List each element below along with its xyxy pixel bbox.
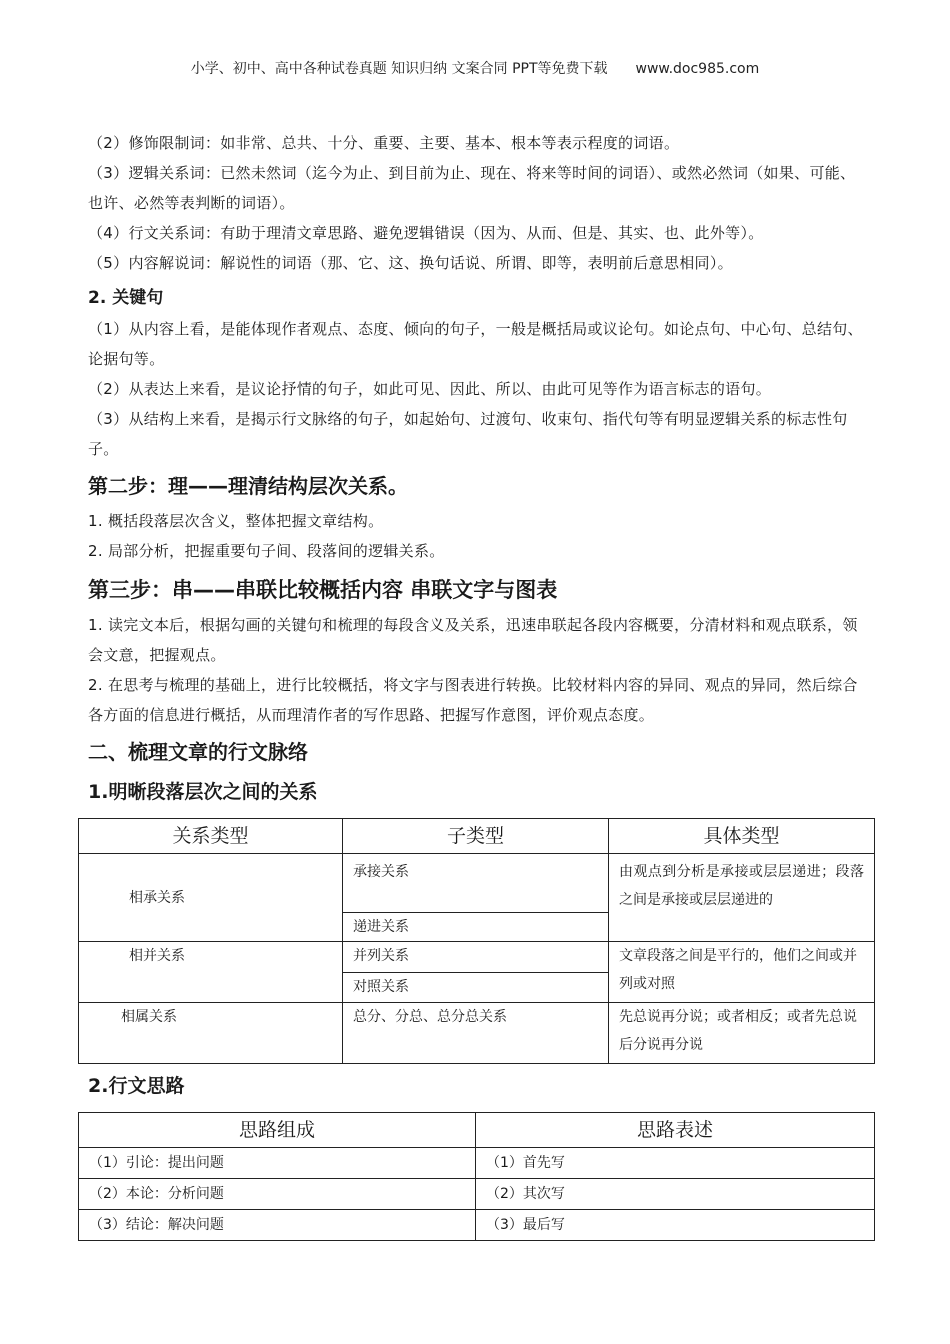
table-cell: 递进关系 bbox=[343, 913, 609, 942]
paragraph: （3）从结构上来看，是揭示行文脉络的句子，如起始句、过渡句、收束句、指代句等有明显逻辑关系的标志性句子。 bbox=[88, 410, 848, 458]
table-cell: 文章段落之间是平行的，他们之间或并列或对照 bbox=[609, 942, 875, 1003]
table-cell: （3）最后写 bbox=[476, 1210, 875, 1241]
list-item: 1. 读完文本后，根据勾画的关键句和梳理的每段含义及关系，迅速串联起各段内容概要，分清材料和观点联系，领会文意，把握观点。 bbox=[88, 616, 858, 664]
table-cell: 承接关系 bbox=[343, 854, 609, 913]
table-cell: （1）引论：提出问题 bbox=[79, 1148, 476, 1179]
section-heading: 2. 关键句 bbox=[88, 288, 164, 308]
header-text: 小学、初中、高中各种试卷真题 知识归纳 文案合同 PPT等免费下载 bbox=[190, 61, 608, 77]
table-cell: 相承关系 bbox=[79, 854, 343, 942]
table-cell: 并列关系 bbox=[343, 942, 609, 973]
step-heading: 第三步：串——串联比较概括内容 串联文字与图表 bbox=[88, 578, 558, 602]
paragraph: （2）从表达上来看，是议论抒情的句子，如此可见、因此、所以、由此可见等作为语言标志的语句。 bbox=[88, 380, 772, 398]
thinking-table bbox=[78, 1112, 875, 1241]
step-heading: 第二步：理——理清结构层次关系。 bbox=[88, 474, 408, 498]
table-cell: 相并关系 bbox=[79, 942, 343, 1003]
table-cell: 由观点到分析是承接或层层递进；段落之间是承接或层层递进的 bbox=[609, 854, 875, 942]
table-cell: （2）本论：分析问题 bbox=[79, 1179, 476, 1210]
table-cell: 总分、分总、总分总关系 bbox=[343, 1003, 609, 1064]
paragraph: （1）从内容上看，是能体现作者观点、态度、倾向的句子，一般是概括局或议论句。如论点句、中心句、总结句、论据句等。 bbox=[88, 320, 863, 368]
table-cell: 对照关系 bbox=[343, 972, 609, 1003]
header-url[interactable]: www.doc985.com bbox=[635, 61, 760, 77]
list-item: 1. 概括段落层次含义，整体把握文章结构。 bbox=[88, 512, 384, 530]
table-title: 1.明晰段落层次之间的关系 bbox=[88, 781, 318, 803]
table-header: 关系类型 bbox=[79, 819, 343, 854]
paragraph: （3）逻辑关系词：已然未然词（迄今为止、到目前为止、现在、将来等时间的词语）、或然必然词（如果、可能、也许、必然等表判断的词语）。 bbox=[88, 164, 856, 212]
table-header: 思路组成 bbox=[79, 1113, 476, 1148]
table-header: 思路表述 bbox=[476, 1113, 875, 1148]
paragraph: （4）行文关系词：有助于理清文章思路、避免逻辑错误（因为、从而、但是、其实、也、此外等）。 bbox=[88, 224, 764, 242]
table-cell: 先总说再分说；或者相反；或者先总说后分说再分说 bbox=[609, 1003, 875, 1064]
table-header: 子类型 bbox=[343, 819, 609, 854]
document-body bbox=[88, 128, 863, 1241]
list-item: 2. 局部分析，把握重要句子间、段落间的逻辑关系。 bbox=[88, 542, 445, 560]
table-cell: （2）其次写 bbox=[476, 1179, 875, 1210]
table-title: 2.行文思路 bbox=[88, 1075, 185, 1097]
section-title: 二、梳理文章的行文脉络 bbox=[88, 740, 308, 764]
list-item: 2. 在思考与梳理的基础上，进行比较概括，将文字与图表进行转换。比较材料内容的异同、观点的异同，然后综合各方面的信息进行概括，从而理清作者的写作思路、把握写作意图，评价观点态度。 bbox=[88, 676, 858, 724]
table-header: 具体类型 bbox=[609, 819, 875, 854]
table-cell: （3）结论：解决问题 bbox=[79, 1210, 476, 1241]
table-cell: 相属关系 bbox=[79, 1003, 343, 1064]
paragraph: （2）修饰限制词：如非常、总共、十分、重要、主要、基本、根本等表示程度的词语。 bbox=[88, 134, 680, 152]
page-header bbox=[0, 58, 950, 78]
paragraph: （5）内容解说词：解说性的词语（那、它、这、换句话说、所谓、即等，表明前后意思相同）。 bbox=[88, 254, 733, 272]
relation-table bbox=[78, 818, 875, 1064]
table-cell: （1）首先写 bbox=[476, 1148, 875, 1179]
